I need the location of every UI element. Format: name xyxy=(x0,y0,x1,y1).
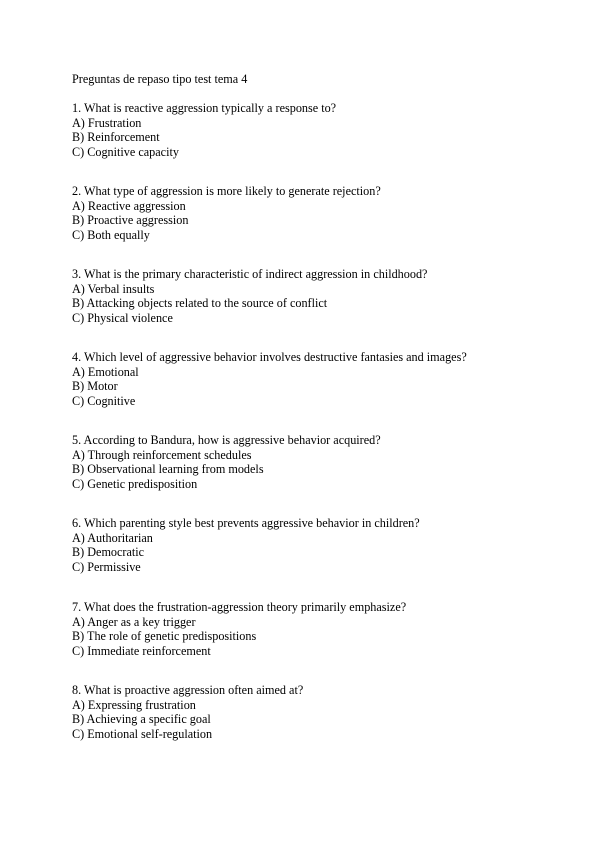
question-text: 8. What is proactive aggression often aimed at? xyxy=(72,683,304,697)
answer-option: A) Frustration xyxy=(72,115,142,130)
question-6 xyxy=(72,516,552,574)
question-8 xyxy=(72,683,552,741)
answer-option: C) Cognitive xyxy=(72,393,136,408)
answer-option: B) Attacking objects related to the source of conflict xyxy=(72,296,328,310)
question-1 xyxy=(72,101,552,159)
question-2 xyxy=(72,184,552,242)
answer-option: B) Observational learning from models xyxy=(72,462,264,476)
answer-option: C) Cognitive capacity xyxy=(72,144,179,159)
answer-option: A) Reactive aggression xyxy=(72,198,186,213)
answer-option: B) Proactive aggression xyxy=(72,213,189,227)
answer-option: C) Permissive xyxy=(72,559,141,574)
answer-option: B) Reinforcement xyxy=(72,130,160,144)
answer-option: B) Democratic xyxy=(72,545,145,559)
question-4 xyxy=(72,350,552,408)
page-title: Preguntas de repaso tipo test tema 4 xyxy=(72,72,248,86)
answer-option: C) Physical violence xyxy=(72,310,173,325)
answer-option: A) Expressing frustration xyxy=(72,697,196,712)
answer-option: A) Verbal insults xyxy=(72,281,155,296)
question-text: 6. Which parenting style best prevents aggressive behavior in children? xyxy=(72,516,420,530)
answer-option: A) Through reinforcement schedules xyxy=(72,447,252,462)
question-3 xyxy=(72,267,552,325)
answer-option: C) Both equally xyxy=(72,227,150,242)
answer-option: C) Immediate reinforcement xyxy=(72,643,211,658)
question-7 xyxy=(72,600,552,658)
question-text: 4. Which level of aggressive behavior involves destructive fantasies and images? xyxy=(72,350,467,364)
answer-option: A) Emotional xyxy=(72,364,139,379)
answer-option: B) Motor xyxy=(72,379,118,393)
answer-option: A) Authoritarian xyxy=(72,530,153,545)
answer-option: C) Genetic predisposition xyxy=(72,476,198,491)
question-text: 5. According to Bandura, how is aggressive behavior acquired? xyxy=(72,433,381,447)
question-text: 1. What is reactive aggression typically a response to? xyxy=(72,101,337,115)
question-text: 7. What does the frustration-aggression theory primarily emphasize? xyxy=(72,600,407,614)
question-text: 2. What type of aggression is more likely to generate rejection? xyxy=(72,184,381,198)
answer-option: B) The role of genetic predispositions xyxy=(72,629,257,643)
answer-option: A) Anger as a key trigger xyxy=(72,614,196,629)
answer-option: C) Emotional self-regulation xyxy=(72,726,213,741)
question-5 xyxy=(72,433,552,491)
answer-option: B) Achieving a specific goal xyxy=(72,712,211,726)
question-text: 3. What is the primary characteristic of indirect aggression in childhood? xyxy=(72,267,428,281)
